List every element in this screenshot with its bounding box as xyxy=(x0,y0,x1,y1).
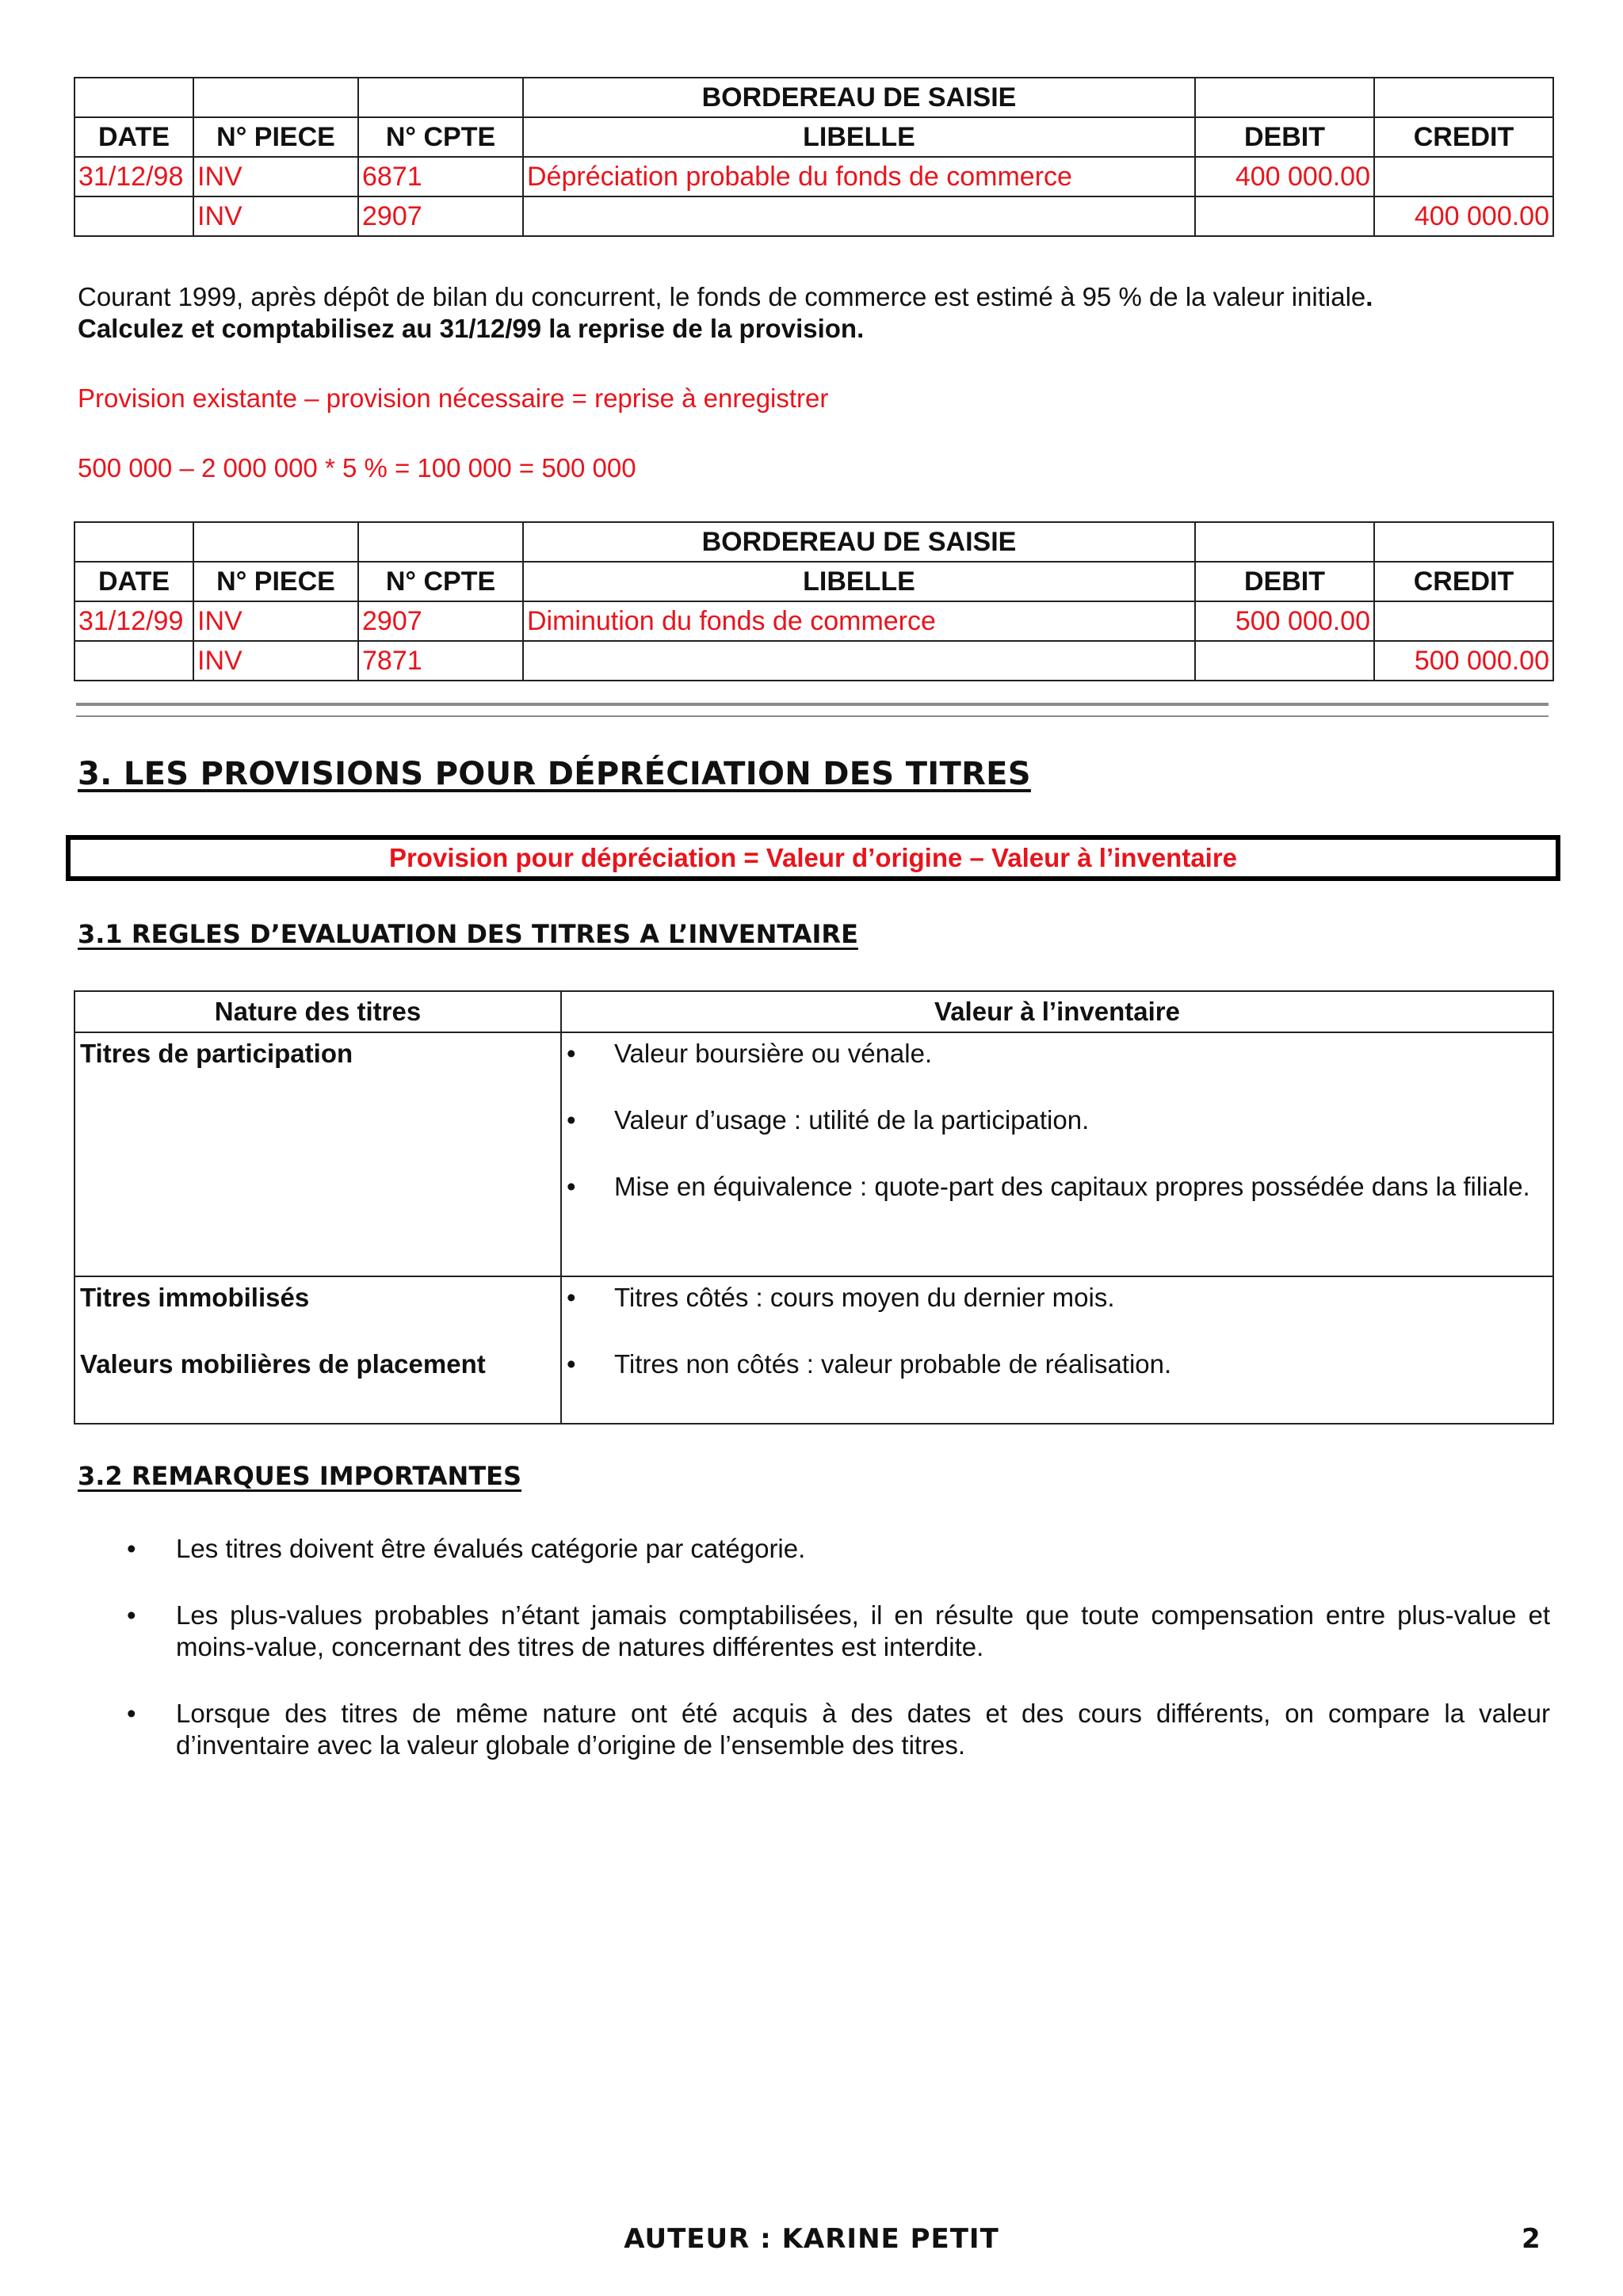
header-debit: DEBIT xyxy=(1195,117,1374,157)
table-row xyxy=(74,1276,1553,1424)
cell-cpte: 7871 xyxy=(358,641,523,681)
table-title-row xyxy=(74,522,1553,562)
cell-cpte: 6871 xyxy=(358,157,523,196)
table-title: BORDEREAU DE SAISIE xyxy=(523,78,1195,117)
section-3-1-title: 3.1 REGLES D’EVALUATION DES TITRES A L’INVENTAIRE xyxy=(78,919,858,949)
table-header-row xyxy=(74,562,1553,601)
list-item: • Valeur d’usage : utilité de la participation. xyxy=(567,1105,1090,1135)
header-credit: CREDIT xyxy=(1374,117,1553,157)
table-header-row xyxy=(74,991,1553,1032)
answer-calculation: 500 000 – 2 000 000 * 5 % = 100 000 = 500 000 xyxy=(78,453,636,482)
page-number: 2 xyxy=(1522,2223,1541,2255)
section-3-2-title: 3.2 REMARQUES IMPORTANTES xyxy=(78,1461,522,1491)
header-nature: Nature des titres xyxy=(74,991,561,1032)
table-row xyxy=(74,1032,1553,1276)
header-cpte: N° CPTE xyxy=(358,117,523,157)
list-item: • Les plus-values probables n’étant jamais comptabilisées, il en résulte que toute compensation entre plus-value et moins-value, concernant des titres de natures différentes est interdite. xyxy=(127,1600,1550,1661)
cell-credit xyxy=(1374,157,1553,196)
cell-cpte: 2907 xyxy=(358,196,523,236)
header-credit: CREDIT xyxy=(1374,562,1553,601)
bullet-icon: • xyxy=(127,1699,136,1728)
cell-date xyxy=(74,196,193,236)
cell-piece: INV xyxy=(193,157,358,196)
list-item: • Lorsque des titres de même nature ont été acquis à des dates et des cours différents, on compare la valeur d’inventaire avec la valeur globale d’origine de l’ensemble des titres. xyxy=(127,1699,1550,1760)
list-item: • Titres côtés : cours moyen du dernier mois. xyxy=(567,1283,1115,1312)
cell-date: 31/12/99 xyxy=(74,601,193,641)
cell-piece: INV xyxy=(193,641,358,681)
exercise-question: Calculez et comptabilisez au 31/12/99 la reprise de la provision. xyxy=(78,314,865,343)
cell-libelle: Dépréciation probable du fonds de commerce xyxy=(523,157,1195,196)
list-item: • Les titres doivent être évalués catégorie par catégorie. xyxy=(127,1534,806,1563)
header-piece: N° PIECE xyxy=(193,562,358,601)
valuation-table xyxy=(74,990,1554,1425)
exercise-statement xyxy=(78,281,1550,313)
bullet-icon: • xyxy=(567,1105,576,1135)
header-debit: DEBIT xyxy=(1195,562,1374,601)
cell-date xyxy=(74,641,193,681)
section-3-title: 3. LES PROVISIONS POUR DÉPRÉCIATION DES TITRES xyxy=(78,756,1031,792)
remarks-list xyxy=(78,1533,1550,1761)
table-row xyxy=(74,196,1553,236)
header-date: DATE xyxy=(74,562,193,601)
category-label: Valeurs mobilières de placement xyxy=(80,1349,486,1379)
bordereau-table-1 xyxy=(74,77,1554,237)
header-libelle: LIBELLE xyxy=(523,117,1195,157)
cell-libelle xyxy=(523,641,1195,681)
table-title-row xyxy=(74,78,1553,117)
cell-date: 31/12/98 xyxy=(74,157,193,196)
cell-piece: INV xyxy=(193,196,358,236)
cell-piece: INV xyxy=(193,601,358,641)
bullet-icon: • xyxy=(567,1172,576,1201)
header-piece: N° PIECE xyxy=(193,117,358,157)
answer-formula: Provision existante – provision nécessaire = reprise à enregistrer xyxy=(78,383,829,413)
bullet-icon: • xyxy=(567,1039,576,1068)
bullet-icon: • xyxy=(127,1600,136,1630)
cell-debit: 400 000.00 xyxy=(1195,157,1374,196)
cell-debit: 500 000.00 xyxy=(1195,601,1374,641)
bullet-icon: • xyxy=(567,1349,576,1379)
list-item: • Mise en équivalence : quote-part des capitaux propres possédée dans la filiale. xyxy=(567,1172,1530,1201)
category-label: Titres immobilisés xyxy=(80,1283,310,1312)
statement-line1: Courant 1999, après dépôt de bilan du concurrent, le fonds de commerce est estimé à 95 % de la valeur initiale xyxy=(78,282,1366,311)
separator-rule xyxy=(76,703,1549,706)
cell-credit: 400 000.00 xyxy=(1374,196,1553,236)
header-date: DATE xyxy=(74,117,193,157)
cell-credit xyxy=(1374,601,1553,641)
cell-libelle: Diminution du fonds de commerce xyxy=(523,601,1195,641)
bordereau-table-2 xyxy=(74,521,1554,681)
cell-credit: 500 000.00 xyxy=(1374,641,1553,681)
cell-cpte: 2907 xyxy=(358,601,523,641)
bullet-icon: • xyxy=(127,1534,136,1563)
table-row xyxy=(74,157,1553,196)
header-cpte: N° CPTE xyxy=(358,562,523,601)
list-item: • Titres non côtés : valeur probable de réalisation. xyxy=(567,1349,1172,1379)
cell-debit xyxy=(1195,641,1374,681)
separator-rule xyxy=(76,715,1549,717)
cell-libelle xyxy=(523,196,1195,236)
header-libelle: LIBELLE xyxy=(523,562,1195,601)
footer-author: AUTEUR : KARINE PETIT xyxy=(624,2223,999,2255)
table-title: BORDEREAU DE SAISIE xyxy=(523,522,1195,562)
bullet-icon: • xyxy=(567,1283,576,1312)
statement-period: . xyxy=(1365,282,1373,311)
table-row xyxy=(74,641,1553,681)
provision-formula-box: Provision pour dépréciation = Valeur d’origine – Valeur à l’inventaire xyxy=(66,835,1560,881)
list-item: • Valeur boursière ou vénale. xyxy=(567,1039,933,1068)
header-valeur: Valeur à l’inventaire xyxy=(561,991,1553,1032)
table-row xyxy=(74,601,1553,641)
table-header-row xyxy=(74,117,1553,157)
category-label: Titres de participation xyxy=(80,1039,353,1068)
cell-debit xyxy=(1195,196,1374,236)
